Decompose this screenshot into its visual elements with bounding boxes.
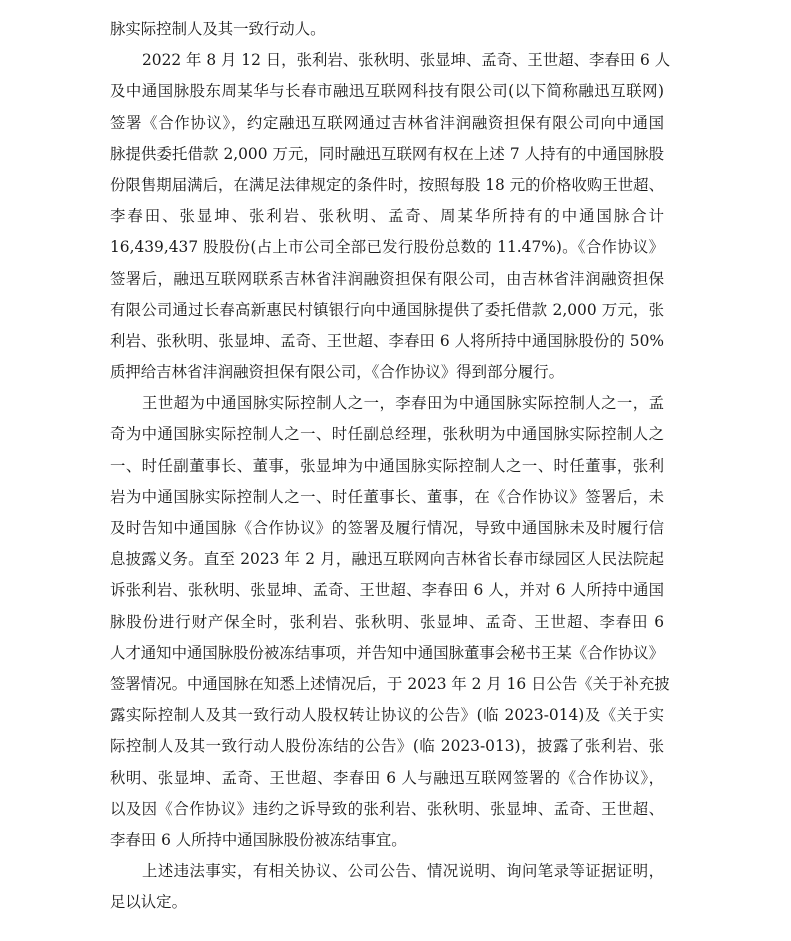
text-line: 有限公司通过长春高新惠民村镇银行向中通国脉提供了委托借款 2,000 万元，张 (110, 300, 664, 319)
text-line: 及时告知中通国脉《合作协议》的签署及履行情况，导致中通国脉未及时履行信 (110, 519, 664, 537)
text-line: 上述违法事实，有相关协议、公司公告、情况说明、询问笔录等证据证明， (142, 862, 664, 881)
text-line: 诉张利岩、张秋明、张显坤、孟奇、王世超、李春田 6 人，并对 6 人所持中通国 (110, 581, 664, 600)
text-line: 王世超为中通国脉实际控制人之一，李春田为中通国脉实际控制人之一，孟 (142, 394, 664, 413)
text-line: 露实际控制人及其一致行动人股权转让协议的公告》(临 2023-014)及《关于实 (110, 706, 664, 725)
text-line: 一、时任副董事长、董事，张显坤为中通国脉实际控制人之一、时任董事，张利 (110, 456, 664, 475)
text-line: 人才通知中通国脉股份被冻结事项，并告知中通国脉董事会秘书王某《合作协议》 (110, 643, 665, 662)
text-line: 奇为中通国脉实际控制人之一、时任副总经理，张秋明为中通国脉实际控制人之 (110, 425, 664, 444)
text-line: 息披露义务。直至 2023 年 2 月，融迅互联网向吉林省长春市绿园区人民法院起 (110, 550, 664, 569)
text-line: 2022 年 8 月 12 日，张利岩、张秋明、张显坤、孟奇、王世超、李春田 6 人 (142, 51, 671, 70)
text-line: 李春田、张显坤、张利岩、张秋明、孟奇、周某华所持有的中通国脉合计 (110, 207, 664, 226)
text-line: 质押给吉林省沣润融资担保有限公司，《合作协议》得到部分履行。 (110, 363, 565, 382)
text-line: 签署《合作协议》，约定融迅互联网通过吉林省沣润融资担保有限公司向中通国 (110, 113, 664, 132)
text-line: 利岩、张秋明、张显坤、孟奇、王世超、李春田 6 人将所持中通国脉股份的 50% (110, 331, 664, 350)
text-line: 及中通国脉股东周某华与长春市融迅互联网科技有限公司(以下简称融迅互联网) (110, 82, 664, 101)
text-line: 足以认定。 (110, 893, 187, 912)
text-line: 岩为中通国脉实际控制人之一、时任董事长、董事，在《合作协议》签署后，未 (110, 487, 664, 506)
text-line: 脉股份进行财产保全时，张利岩、张秋明、张显坤、孟奇、王世超、李春田 6 (110, 612, 664, 631)
document-page (110, 14, 671, 918)
text-line: 李春田 6 人所持中通国脉股份被冻结事宜。 (110, 830, 407, 849)
text-line: 份限售期届满后，在满足法律规定的条件时，按照每股 18 元的价格收购王世超、 (110, 175, 664, 194)
text-line: 16,439,437 股股份(占上市公司全部已发行股份总数的 11.47%)。《合作协议》 (110, 238, 664, 257)
text-line: 签署情况。中通国脉在知悉上述情况后，于 2023 年 2 月 16 日公告《关于补充披 (110, 674, 670, 693)
text-line: 以及因《合作协议》违约之诉导致的张利岩、张秋明、张显坤、孟奇、王世超、 (110, 799, 664, 818)
text-line: 秋明、张显坤、孟奇、王世超、李春田 6 人与融迅互联网签署的《合作协议》， (110, 768, 664, 787)
text-line: 际控制人及其一致行动人股份冻结的公告》(临 2023-013)，披露了张利岩、张 (110, 737, 664, 756)
text-line: 脉提供委托借款 2,000 万元，同时融迅互联网有权在上述 7 人持有的中通国脉股 (110, 144, 664, 163)
text-line: 签署后，融迅互联网联系吉林省沣润融资担保有限公司，由吉林省沣润融资担保 (110, 269, 664, 288)
text-line: 脉实际控制人及其一致行动人。 (110, 20, 326, 38)
